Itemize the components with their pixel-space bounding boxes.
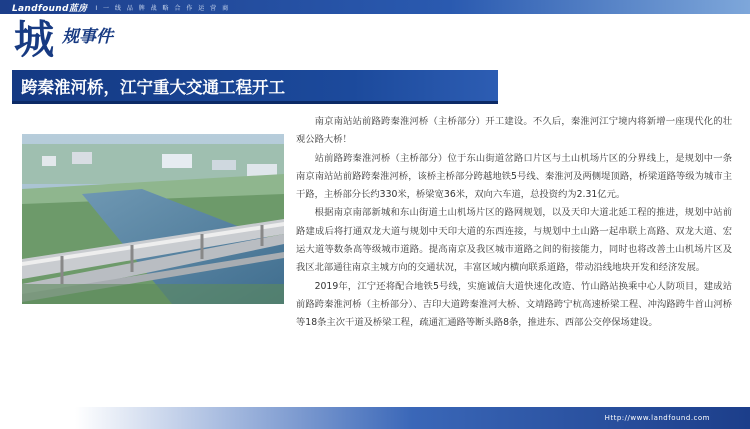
section-header-char: 城 [14,16,54,63]
bridge-illustration [22,134,284,304]
article-title: 跨秦淮河桥，江宁重大交通工程开工 [21,77,285,97]
brand-tagline: I 一 线 品 牌 战 略 合 作 运 营 商 [95,4,231,12]
brand-logo: Landfound蓝房 [12,3,88,14]
article-paragraph-1: 南京南站站前路跨秦淮河桥（主桥部分）开工建设。不久后，秦淮河江宁境内将新增一座现代化的壮观公路大桥！ [296,116,732,146]
footer-website-link[interactable]: Http://www.landfound.com [604,414,710,422]
article-paragraph-4: 2019年，江宁还将配合地铁5号线，实施诚信大道快速化改造、竹山路站换乘中心人防项目，建成站前路跨秦淮河桥（主桥部分）、吉印大道跨秦淮河大桥、文靖路跨宁杭高速桥梁工程、冲沟路跨牛首山河桥等18条主次干道及桥梁工程，疏通汇通路等断头路8条，推进东、西部公交停保场建设。 [296,280,732,329]
article-paragraph-3: 根据南京南部新城和东山街道土山机场片区的路网规划，以及天印大道北延工程的推进，规划中站前路建成后将打通双龙大道与规划中天印大道的东西连接，与规划中土山路一起串联上高路、双龙大道、宏运大道等数条高等级城市道路。提高南京及我区城市道路之间的衔接能力，同时也将改善土山机场片区及我区北部通往南京主城方向的交通状况，丰富区域内横向联系道路，带动沿线地块开发和经济发展。 [296,207,732,274]
article-paragraph-2: 站前路跨秦淮河桥（主桥部分）位于东山街道岔路口片区与土山机场片区的分界线上，是规划中一条南京南站站前路跨秦淮河桥，该桥主桥部分跨越地铁5号线、秦淮河及两侧堤顶路，桥梁道路等级为城市主干路，主桥部分长约330米，桥梁宽36米，双向六车道，总投资约为2.31亿元。 [296,152,732,201]
top-banner [0,0,750,14]
footer-bar [0,407,750,429]
section-header-label: 规事件 [62,27,113,47]
bridge-rendering-image [22,134,284,304]
article-body [296,113,732,333]
article-title-bar [12,70,498,104]
